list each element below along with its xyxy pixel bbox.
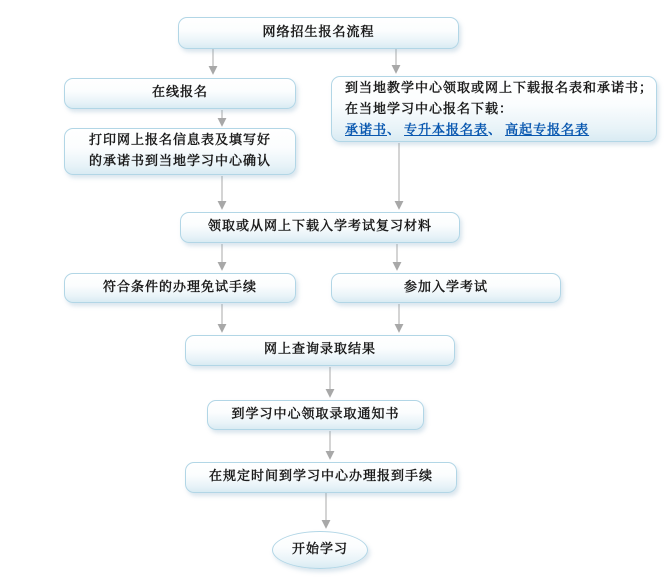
flow-node-title [178, 17, 459, 49]
flow-node-admission-notice-label: 到学习中心领取录取通知书 [231, 406, 400, 422]
flow-node-take-exam-label: 参加入学考试 [403, 279, 488, 295]
flow-node-print-confirm [64, 128, 296, 175]
print-confirm-line1: 打印网上报名信息表及填写好 [88, 133, 271, 149]
flow-node-start-learning-label: 开始学习 [291, 541, 348, 557]
link-separator: 、 [387, 122, 402, 138]
flow-node-start-learning [272, 531, 368, 569]
flow-node-download-forms [331, 76, 657, 142]
flow-node-exam-materials-label: 领取或从网上下载入学考试复习材料 [207, 219, 432, 235]
flow-node-exam-exemption-label: 符合条件的办理免试手续 [102, 279, 257, 295]
link-upgrade-degree-form[interactable]: 专升本报名表 [404, 122, 489, 138]
download-forms-links [345, 120, 589, 141]
flow-node-check-results [185, 335, 455, 366]
download-forms-line2: 在当地学习中心报名下载： [345, 101, 514, 117]
download-forms-line1: 到当地教学中心领取或网上下载报名表和承诺书； [345, 80, 654, 96]
flow-node-title-label: 网络招生报名流程 [262, 24, 375, 40]
link-separator: 、 [488, 122, 503, 138]
flow-node-exam-exemption [64, 273, 296, 303]
link-commitment-letter[interactable]: 承诺书 [345, 122, 388, 138]
flow-node-register-onsite-label: 在规定时间到学习中心办理报到手续 [208, 469, 433, 485]
print-confirm-line2: 的承诺书到当地学习中心确认 [88, 153, 271, 169]
flow-node-take-exam [331, 273, 561, 303]
flow-node-register-onsite [185, 462, 457, 493]
flow-node-exam-materials [180, 212, 460, 243]
flow-node-online-signup-label: 在线报名 [151, 85, 208, 101]
flow-node-online-signup [64, 78, 296, 109]
link-college-degree-form[interactable]: 高起专报名表 [505, 122, 590, 138]
flow-node-admission-notice [207, 400, 424, 430]
flow-node-check-results-label: 网上查询录取结果 [263, 342, 376, 358]
